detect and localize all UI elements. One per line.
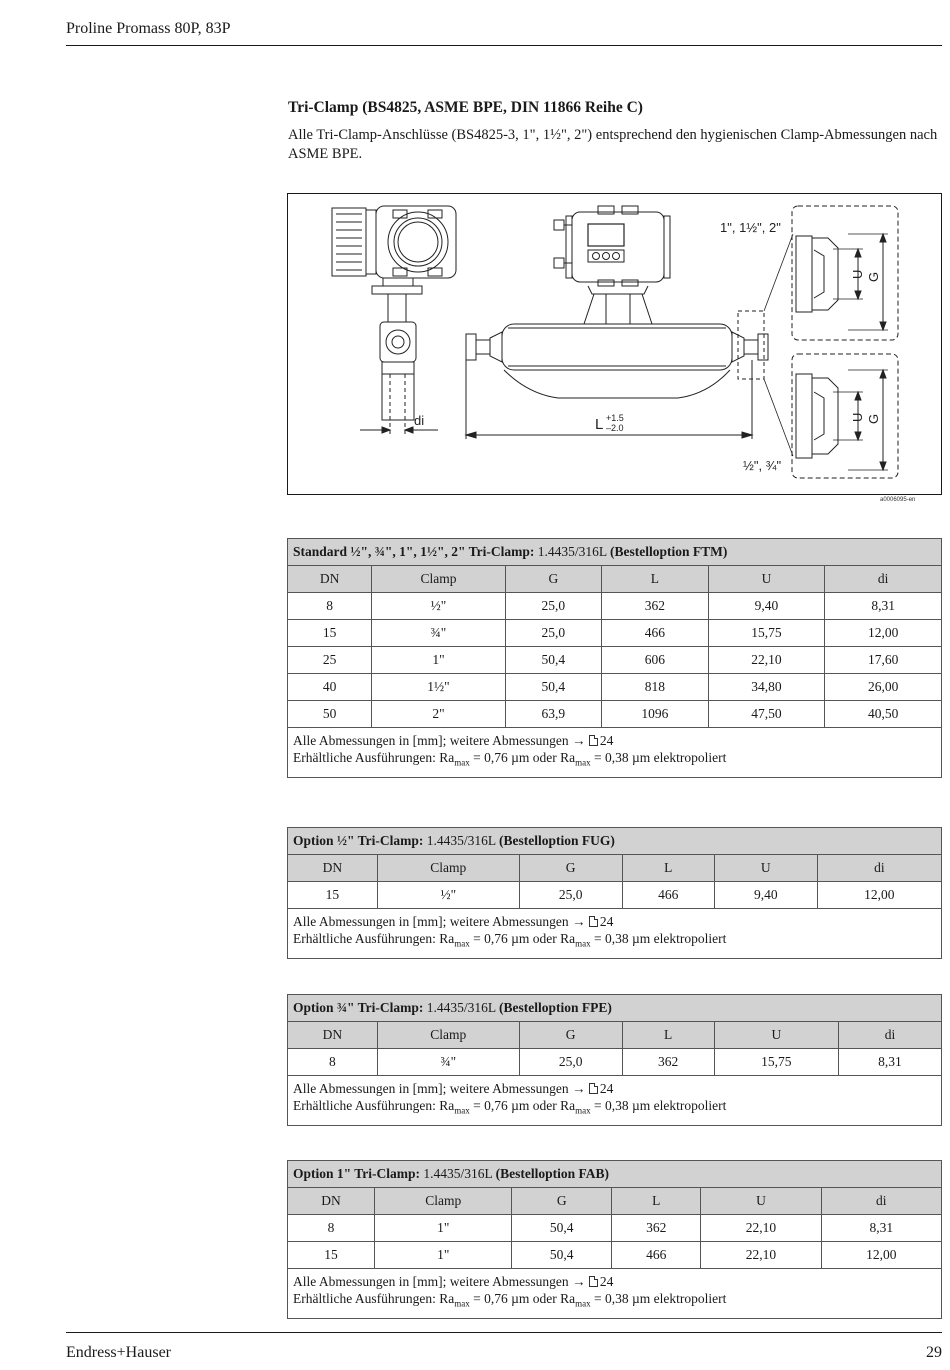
table-header-row <box>288 855 942 882</box>
cell: 8,31 <box>838 1049 941 1076</box>
page-reference-icon <box>589 1276 598 1287</box>
col-dn: DN <box>288 566 372 593</box>
finish-text: Erhältliche Ausführungen: Ra <box>293 1291 455 1306</box>
cell: 606 <box>602 647 709 674</box>
cell: 12,00 <box>817 882 941 909</box>
col-g: G <box>512 1188 612 1215</box>
cell: 15 <box>288 620 372 647</box>
cell: 8,31 <box>825 593 942 620</box>
finish-text: = 0,38 µm elektropoliert <box>590 750 727 765</box>
cell: 8 <box>288 1049 378 1076</box>
dims-note: Alle Abmessungen in [mm]; weitere Abmessungen → <box>293 733 586 748</box>
table-caption-option: (Bestelloption FTM) <box>610 544 728 559</box>
col-di: di <box>825 566 942 593</box>
table-caption-title: Option 1" Tri-Clamp: <box>293 1166 421 1181</box>
cell: 50,4 <box>505 674 602 701</box>
finish-text: Erhältliche Ausführungen: Ra <box>293 750 455 765</box>
cell: ¾" <box>377 1049 519 1076</box>
label-g-large: G <box>866 271 881 282</box>
finish-sub: max <box>575 757 591 768</box>
table-caption-title: Option ¾" Tri-Clamp: <box>293 1000 424 1015</box>
col-di: di <box>817 855 941 882</box>
table-row <box>288 593 942 620</box>
col-g: G <box>519 855 622 882</box>
label-tol-minus: –2.0 <box>606 423 624 433</box>
label-small-clamp: ½", ¾" <box>743 458 782 473</box>
dims-page: 24 <box>599 1081 614 1096</box>
dims-note: Alle Abmessungen in [mm]; weitere Abmessungen → <box>293 914 586 929</box>
cell: 12,00 <box>825 620 942 647</box>
table-row <box>288 674 942 701</box>
clamp-detail-small <box>792 354 898 478</box>
table-row <box>288 620 942 647</box>
finish-sub: max <box>454 938 470 949</box>
cell: ¾" <box>372 620 505 647</box>
col-clamp: Clamp <box>377 1022 519 1049</box>
table-footnote <box>288 728 942 778</box>
document-title: Proline Promass 80P, 83P <box>66 20 231 37</box>
cell: 8,31 <box>821 1215 941 1242</box>
col-dn: DN <box>288 1188 375 1215</box>
cell: 8 <box>288 1215 375 1242</box>
label-u-large: U <box>850 269 865 279</box>
table-caption-material: 1.4435/316L <box>534 544 610 559</box>
table-row <box>288 1242 942 1269</box>
cell: 9,40 <box>708 593 825 620</box>
page-footer <box>66 1332 942 1362</box>
table-footnote <box>288 909 942 959</box>
label-large-clamp: 1", 1½", 2" <box>720 220 781 235</box>
cell: ½" <box>372 593 505 620</box>
cell: 40,50 <box>825 701 942 728</box>
table-caption-option: (Bestelloption FUG) <box>499 833 615 848</box>
col-dn: DN <box>288 1022 378 1049</box>
finish-sub: max <box>454 1105 470 1116</box>
cell: 1½" <box>372 674 505 701</box>
cell: 466 <box>602 620 709 647</box>
page-reference-icon <box>589 1083 598 1094</box>
cell: 15,75 <box>708 620 825 647</box>
finish-text: = 0,76 µm oder Ra <box>469 1291 576 1306</box>
dims-page: 24 <box>599 1274 614 1289</box>
col-di: di <box>838 1022 941 1049</box>
table-caption-material: 1.4435/316L <box>423 833 500 848</box>
cell: 15,75 <box>714 1049 838 1076</box>
cell: 40 <box>288 674 372 701</box>
col-dn: DN <box>288 855 378 882</box>
cell: 1" <box>375 1215 512 1242</box>
cell: 466 <box>622 882 714 909</box>
dims-page: 24 <box>599 914 614 929</box>
finish-text: Erhältliche Ausführungen: Ra <box>293 1098 455 1113</box>
cell: 26,00 <box>825 674 942 701</box>
cell: 22,10 <box>701 1215 821 1242</box>
cell: 362 <box>602 593 709 620</box>
finish-sub: max <box>454 757 470 768</box>
cell: 50,4 <box>505 647 602 674</box>
table-caption-title: Option ½" Tri-Clamp: <box>293 833 424 848</box>
cell: 818 <box>602 674 709 701</box>
label-di: di <box>414 413 425 428</box>
dims-note: Alle Abmessungen in [mm]; weitere Abmessungen → <box>293 1274 586 1289</box>
cell: 25,0 <box>519 1049 622 1076</box>
cell: 15 <box>288 1242 375 1269</box>
table-footnote <box>288 1076 942 1126</box>
finish-text: = 0,38 µm elektropoliert <box>590 931 727 946</box>
table-caption-material: 1.4435/316L <box>420 1166 496 1181</box>
dims-note: Alle Abmessungen in [mm]; weitere Abmessungen → <box>293 1081 586 1096</box>
cell: ½" <box>377 882 519 909</box>
table-row <box>288 647 942 674</box>
cell: 17,60 <box>825 647 942 674</box>
cell: 22,10 <box>708 647 825 674</box>
table-caption-title: Standard ½", ¾", 1", 1½", 2" Tri-Clamp: <box>293 544 535 559</box>
figure-code: a0006095-en <box>880 497 916 503</box>
table-caption-material: 1.4435/316L <box>423 1000 500 1015</box>
finish-text: = 0,38 µm elektropoliert <box>590 1291 727 1306</box>
finish-sub: max <box>575 938 591 949</box>
cell: 63,9 <box>505 701 602 728</box>
cell: 2" <box>372 701 505 728</box>
company-name: Endress+Hauser <box>66 1344 171 1361</box>
table-footnote <box>288 1269 942 1319</box>
clamp-detail-large <box>792 206 898 340</box>
table-standard <box>287 538 942 778</box>
finish-sub: max <box>575 1298 591 1309</box>
table-option-one-inch <box>287 1160 942 1319</box>
section-title: Tri-Clamp (BS4825, ASME BPE, DIN 11866 Reihe C) <box>288 99 643 116</box>
table-header-row <box>288 1022 942 1049</box>
cell: 362 <box>612 1215 701 1242</box>
table-row <box>288 1049 942 1076</box>
cell: 47,50 <box>708 701 825 728</box>
page-number: 29 <box>926 1344 942 1361</box>
col-clamp: Clamp <box>372 566 505 593</box>
cell: 50 <box>288 701 372 728</box>
finish-text: Erhältliche Ausführungen: Ra <box>293 931 455 946</box>
col-di: di <box>821 1188 941 1215</box>
col-g: G <box>519 1022 622 1049</box>
section-intro: Alle Tri-Clamp-Anschlüsse (BS4825-3, 1", 1½", 2") entsprechend den hygienischen Clamp-Abmessungen nach ASME BPE. <box>288 127 938 162</box>
finish-text: = 0,76 µm oder Ra <box>469 931 576 946</box>
table-caption-option: (Bestelloption FPE) <box>499 1000 612 1015</box>
cell: 50,4 <box>512 1242 612 1269</box>
cell: 12,00 <box>821 1242 941 1269</box>
finish-text: = 0,38 µm elektropoliert <box>590 1098 727 1113</box>
page-header <box>66 18 942 46</box>
cell: 25,0 <box>505 620 602 647</box>
col-u: U <box>714 855 817 882</box>
cell: 15 <box>288 882 378 909</box>
col-clamp: Clamp <box>377 855 519 882</box>
col-l: L <box>622 855 714 882</box>
dims-page: 24 <box>599 733 614 748</box>
dimension-drawing <box>287 193 942 495</box>
cell: 1" <box>375 1242 512 1269</box>
finish-text: = 0,76 µm oder Ra <box>469 1098 576 1113</box>
table-row <box>288 1215 942 1242</box>
col-u: U <box>708 566 825 593</box>
table-row <box>288 882 942 909</box>
col-g: G <box>505 566 602 593</box>
col-l: L <box>622 1022 714 1049</box>
cell: 25,0 <box>505 593 602 620</box>
cell: 1096 <box>602 701 709 728</box>
cell: 50,4 <box>512 1215 612 1242</box>
cell: 22,10 <box>701 1242 821 1269</box>
col-u: U <box>701 1188 821 1215</box>
col-l: L <box>602 566 709 593</box>
cell: 25 <box>288 647 372 674</box>
label-tol-plus: +1.5 <box>606 413 624 423</box>
col-clamp: Clamp <box>375 1188 512 1215</box>
cell: 9,40 <box>714 882 817 909</box>
cell: 466 <box>612 1242 701 1269</box>
page-reference-icon <box>589 735 598 746</box>
side-view-transmitter <box>332 206 456 434</box>
cell: 1" <box>372 647 505 674</box>
table-row <box>288 701 942 728</box>
col-u: U <box>714 1022 838 1049</box>
table-option-half <box>287 827 942 959</box>
label-u-small: U <box>850 412 865 422</box>
cell: 8 <box>288 593 372 620</box>
finish-sub: max <box>575 1105 591 1116</box>
table-header-row <box>288 1188 942 1215</box>
cell: 25,0 <box>519 882 622 909</box>
sensor-body <box>466 234 793 456</box>
finish-text: = 0,76 µm oder Ra <box>469 750 576 765</box>
col-l: L <box>612 1188 701 1215</box>
cell: 34,80 <box>708 674 825 701</box>
table-option-three-quarter <box>287 994 942 1126</box>
page-reference-icon <box>589 916 598 927</box>
label-g-small: G <box>866 413 881 424</box>
label-l: L <box>595 416 604 433</box>
cell: 362 <box>622 1049 714 1076</box>
table-header-row <box>288 566 942 593</box>
front-view-transmitter <box>554 206 670 324</box>
finish-sub: max <box>454 1298 470 1309</box>
table-caption-option: (Bestelloption FAB) <box>495 1166 610 1181</box>
